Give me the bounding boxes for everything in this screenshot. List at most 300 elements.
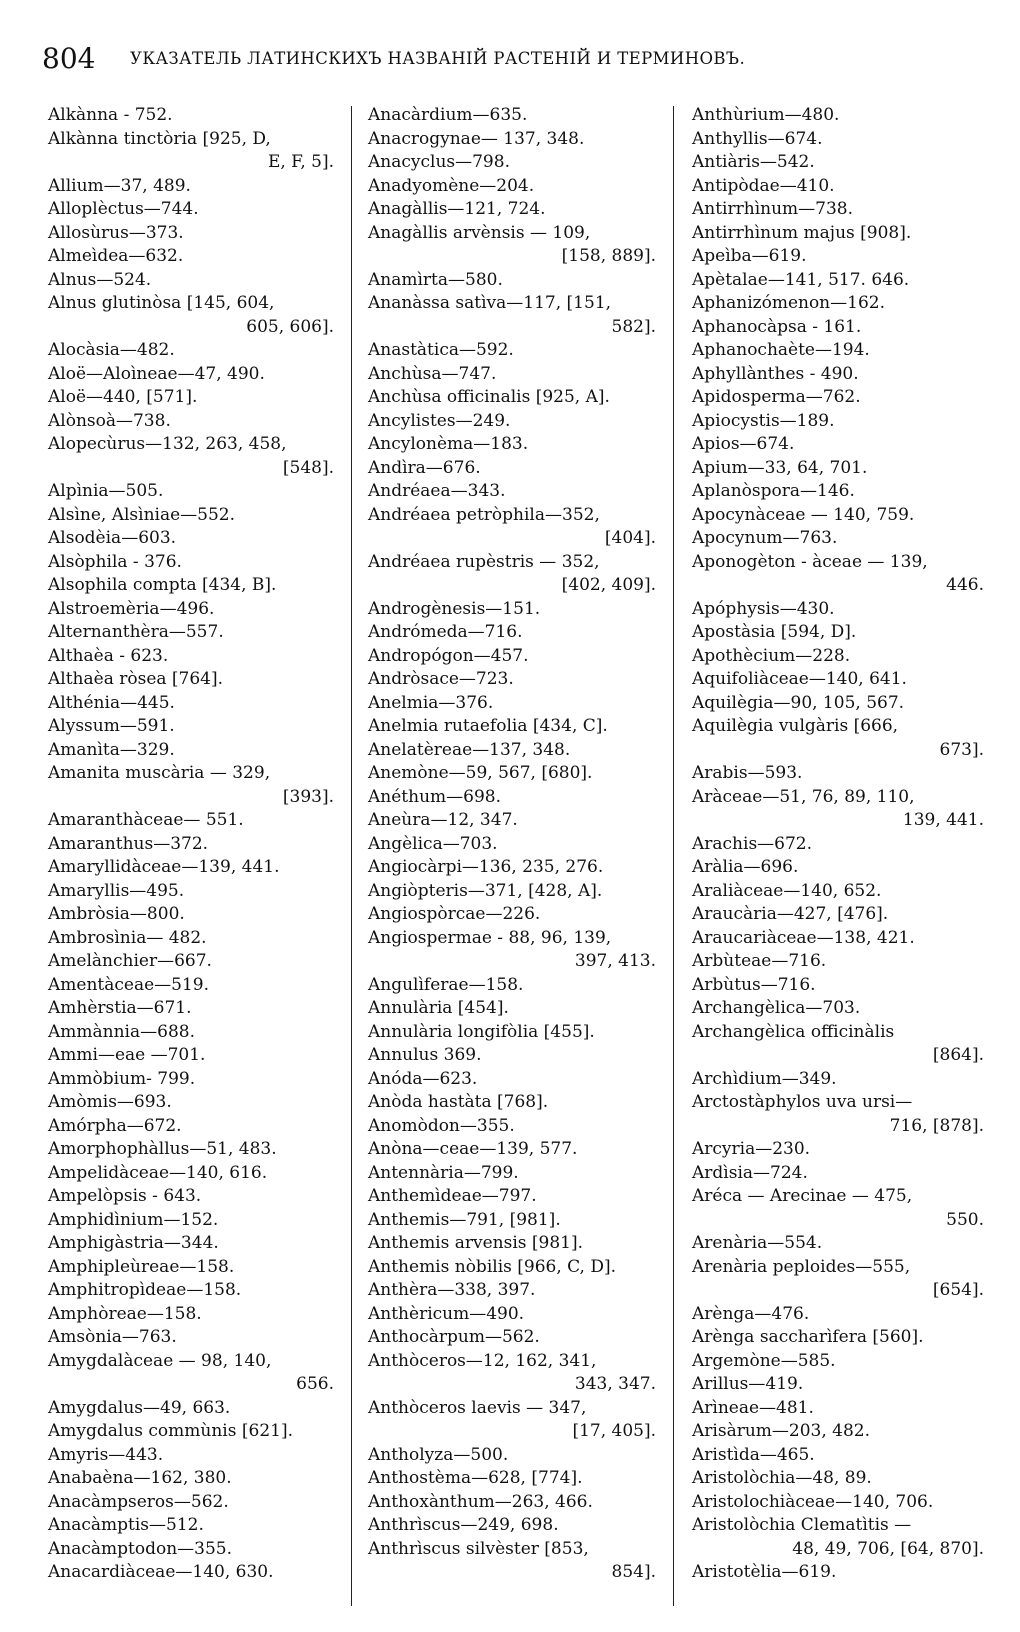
index-entry-text: Amórpha—672. <box>48 1115 182 1136</box>
index-entry <box>48 222 334 246</box>
index-entry <box>368 1397 656 1444</box>
index-entry <box>368 762 656 786</box>
index-entry <box>48 621 334 645</box>
index-entry <box>368 128 656 152</box>
index-entry-text: Amsònia—763. <box>48 1327 177 1347</box>
index-entry-text: Alkànna - 752. <box>48 105 173 125</box>
index-entry-text: Anéthum—698. <box>368 786 501 807</box>
index-entry <box>48 997 334 1021</box>
index-entry-text: Anabaèna—162, 380. <box>48 1468 232 1488</box>
index-entry <box>692 645 984 669</box>
index-entry <box>692 1561 984 1585</box>
index-entry-text: Angiospermae - 88, 96, 139, <box>368 927 612 948</box>
index-entry <box>48 715 334 739</box>
index-entry <box>692 621 984 645</box>
index-entry <box>692 1444 984 1468</box>
index-entry <box>692 198 984 222</box>
index-entry-text: Anthemìdeae—797. <box>368 1186 537 1206</box>
index-entry-text: Anthemis—791, [981]. <box>368 1209 561 1230</box>
index-entry-text: Alsophila compta [434, B]. <box>48 575 277 595</box>
index-entry <box>692 950 984 974</box>
index-entry-text: Aquilègia—90, 105, 567. <box>692 692 905 713</box>
index-entry-text: Anamìrta—580. <box>368 269 503 290</box>
index-entry-text: Amorphophàllus—51, 483. <box>48 1139 277 1159</box>
column-divider <box>673 106 674 1606</box>
index-entry <box>48 1561 334 1585</box>
index-entry <box>48 1467 334 1491</box>
index-entry-text: Aquilègia vulgàris [666, <box>692 716 899 736</box>
index-entry-continuation: [548]. <box>282 457 334 478</box>
index-entry <box>692 974 984 998</box>
index-entry-text: Amhèrstia—671. <box>48 998 192 1018</box>
index-entry <box>692 692 984 716</box>
index-entry <box>692 1138 984 1162</box>
index-entry-continuation: E, F, 5]. <box>267 152 334 172</box>
index-entry <box>368 363 656 387</box>
index-entry-text: Amaryllidàceae—139, 441. <box>48 857 280 877</box>
index-entry-text: Anacàmptis—512. <box>48 1515 204 1535</box>
index-entry <box>48 1538 334 1562</box>
index-entry <box>368 1115 656 1139</box>
index-entry <box>692 1185 984 1232</box>
index-entry-text: Archìdium—349. <box>692 1068 837 1089</box>
index-entry-text: Amaranthàceae— 551. <box>48 810 244 830</box>
index-column-1 <box>48 104 334 1614</box>
index-entry-text: Arillus—419. <box>692 1374 804 1394</box>
index-entry-continuation: [17, 405]. <box>572 1421 656 1441</box>
index-entry <box>368 1091 656 1115</box>
index-entry-text: Ammànnia—688. <box>48 1021 195 1042</box>
index-entry <box>368 974 656 998</box>
page-number: 804 <box>42 42 96 75</box>
index-entry-text: Araucària—427, [476]. <box>692 904 889 924</box>
index-entry-text: Anelmia rutaefolia [434, C]. <box>368 716 608 736</box>
index-entry-text: Arcyria—230. <box>692 1139 811 1159</box>
index-entry <box>48 1420 334 1444</box>
index-entry-text: Ampelidàceae—140, 616. <box>48 1162 268 1183</box>
index-entry-text: Anomòdon—355. <box>368 1115 515 1136</box>
index-entry-continuation: 673]. <box>939 739 984 760</box>
index-entry-text: Alpìnia—505. <box>48 481 164 501</box>
index-entry-text: Apios—674. <box>692 434 795 454</box>
index-entry <box>692 1420 984 1444</box>
index-entry-text: Anthèra—338, 397. <box>368 1280 536 1300</box>
index-entry <box>692 504 984 528</box>
index-entry-text: Angiocàrpi—136, 235, 276. <box>368 857 604 877</box>
index-entry <box>48 551 334 575</box>
index-entry-text: Arènga—476. <box>692 1303 810 1324</box>
index-entry-text: Amentàceae—519. <box>48 974 210 995</box>
index-entry-text: Aràlia—696. <box>692 857 799 877</box>
index-entry <box>48 1162 334 1186</box>
index-entry-continuation: 656. <box>296 1374 334 1394</box>
index-entry <box>368 1538 656 1585</box>
index-entry <box>692 363 984 387</box>
index-entry-text: Althaèa ròsea [764]. <box>48 669 224 689</box>
index-entry <box>692 1514 984 1561</box>
running-title: УКАЗАТЕЛЬ ЛАТИНСКИХЪ НАЗВАНІЙ РАСТЕНІЙ И ТЕРМИНОВЪ. <box>130 49 746 68</box>
index-entry-text: Aphanocàpsa - 161. <box>692 316 862 337</box>
index-entry-text: Aristìda—465. <box>692 1444 815 1465</box>
index-entry <box>368 198 656 222</box>
index-entry <box>692 1350 984 1374</box>
index-entry <box>48 1115 334 1139</box>
index-entry <box>368 1185 656 1209</box>
index-entry-text: Anemòne—59, 567, [680]. <box>368 763 593 783</box>
index-entry <box>48 410 334 434</box>
index-entry <box>368 856 656 880</box>
index-entry-continuation: 582]. <box>611 316 656 337</box>
index-entry <box>692 1021 984 1068</box>
index-entry-text: Apidosperma—762. <box>692 387 861 407</box>
index-entry <box>692 527 984 551</box>
index-entry <box>692 1091 984 1138</box>
index-entry-text: Anagàllis arvènsis — 109, <box>368 222 591 243</box>
index-entry <box>48 692 334 716</box>
index-entry <box>692 856 984 880</box>
index-entry <box>368 809 656 833</box>
index-entry-text: Anthrìscus silvèster [853, <box>368 1538 589 1559</box>
index-entry <box>368 903 656 927</box>
index-entry-continuation: [864]. <box>932 1045 984 1065</box>
index-entry-text: Antirrhìnum—738. <box>692 199 854 219</box>
index-entry-continuation: 716, [878]. <box>889 1115 984 1136</box>
index-entry <box>368 1303 656 1327</box>
index-entry-text: Anthocàrpum—562. <box>368 1327 540 1347</box>
index-entry-text: Arenària peploides—555, <box>692 1256 911 1277</box>
index-entry-text: Anthòceros laevis — 347, <box>368 1397 587 1418</box>
index-entry <box>692 1397 984 1421</box>
index-entry <box>48 880 334 904</box>
index-entry-text: Aphyllànthes - 490. <box>692 363 859 384</box>
index-entry-text: Aréca — Arecinae — 475, <box>692 1186 913 1206</box>
index-entry <box>48 175 334 199</box>
index-entry-text: Antholyza—500. <box>368 1444 509 1465</box>
index-entry-text: Andréaea—343. <box>368 481 506 501</box>
index-entry-text: Aristolòchia—48, 89. <box>692 1468 872 1488</box>
index-entry <box>692 1491 984 1515</box>
index-entry <box>48 574 334 598</box>
index-entry <box>48 598 334 622</box>
index-entry-text: Ananàssa satìva—117, [151, <box>368 293 612 313</box>
index-entry <box>48 903 334 927</box>
index-entry <box>692 386 984 410</box>
index-entry-text: Alyssum—591. <box>48 716 175 736</box>
index-entry <box>692 598 984 622</box>
index-entry <box>48 433 334 480</box>
index-entry-text: Arenària—554. <box>692 1233 823 1253</box>
index-entry-text: Angiòpteris—371, [428, A]. <box>368 880 603 901</box>
index-entry <box>692 151 984 175</box>
index-entry <box>692 880 984 904</box>
index-entry <box>368 551 656 598</box>
index-entry <box>48 1068 334 1092</box>
index-entry <box>368 1068 656 1092</box>
index-entry <box>368 997 656 1021</box>
index-entry-text: Apètalae—141, 517. 646. <box>692 269 910 290</box>
index-entry <box>48 104 334 128</box>
index-entry <box>368 1044 656 1068</box>
index-entry-text: Aplanòspora—146. <box>692 481 855 501</box>
index-entry <box>368 1021 656 1045</box>
index-entry-text: Ambrosìnia— 482. <box>48 927 207 948</box>
index-entry <box>48 739 334 763</box>
index-entry <box>48 1185 334 1209</box>
index-entry <box>692 715 984 762</box>
index-entry <box>368 175 656 199</box>
index-entry <box>48 1021 334 1045</box>
index-entry <box>368 621 656 645</box>
index-entry-text: Alstroemèria—496. <box>48 598 215 619</box>
index-entry <box>48 950 334 974</box>
index-entry-text: Archangèlica officinàlis <box>692 1021 895 1042</box>
index-entry <box>368 1279 656 1303</box>
index-entry <box>692 222 984 246</box>
index-entry <box>692 551 984 598</box>
index-entry <box>368 1444 656 1468</box>
index-entry <box>48 292 334 339</box>
index-entry <box>368 786 656 810</box>
index-entry-text: Aristolochiàceae—140, 706. <box>692 1491 934 1512</box>
index-entry-text: Alsodèia—603. <box>48 528 177 548</box>
index-entry-continuation: [402, 409]. <box>561 575 656 595</box>
index-entry <box>48 128 334 175</box>
index-entry-text: Andropógon—457. <box>368 645 529 666</box>
index-entry-text: Andrómeda—716. <box>368 622 523 642</box>
index-entry-text: Andìra—676. <box>368 457 481 478</box>
index-entry-text: Ambròsia—800. <box>48 904 185 924</box>
index-entry <box>368 668 656 692</box>
index-entry <box>48 1256 334 1280</box>
index-entry-text: Apóphysis—430. <box>692 598 835 619</box>
index-entry-text: Anthùrium—480. <box>692 105 840 125</box>
index-entry-continuation: 139, 441. <box>902 810 984 830</box>
index-entry <box>368 1491 656 1515</box>
index-entry-text: Anelatèreae—137, 348. <box>368 739 571 760</box>
index-entry <box>692 175 984 199</box>
index-entry-text: Arbùtus—716. <box>692 974 816 995</box>
index-entry-text: Alsòphila - 376. <box>48 551 182 572</box>
index-entry <box>692 1303 984 1327</box>
index-entry-text: Alloplèctus—744. <box>48 199 199 219</box>
index-entry-text: Anacàmpseros—562. <box>48 1491 229 1512</box>
index-entry <box>368 692 656 716</box>
index-entry-continuation: 446. <box>946 575 984 595</box>
index-entry <box>48 1444 334 1468</box>
page-header <box>42 34 982 84</box>
index-entry-text: Amyris—443. <box>48 1444 164 1465</box>
index-entry-text: Anacrogynae— 137, 348. <box>368 128 585 149</box>
index-entry-text: Anchùsa officinalis [925, A]. <box>368 387 610 407</box>
index-entry <box>692 786 984 833</box>
index-entry-text: Anastàtica—592. <box>368 340 514 360</box>
index-entry <box>368 151 656 175</box>
index-entry-continuation: 854]. <box>611 1562 656 1582</box>
column-divider <box>351 106 352 1606</box>
index-entry <box>692 433 984 457</box>
index-entry <box>368 104 656 128</box>
index-entry <box>692 997 984 1021</box>
index-entry <box>692 833 984 857</box>
index-entry-continuation: 343, 347. <box>574 1374 656 1394</box>
index-entry-text: Antirrhìnum majus [908]. <box>692 222 912 243</box>
index-entry-text: Aphanizómenon—162. <box>692 293 885 313</box>
index-entry <box>48 1350 334 1397</box>
index-entry-text: Aristotèlia—619. <box>692 1562 837 1582</box>
index-entry-text: Araliàceae—140, 652. <box>692 880 882 901</box>
index-entry-text: Ancylonèma—183. <box>368 434 529 454</box>
index-entry <box>368 880 656 904</box>
index-entry-text: Amygdalàceae — 98, 140, <box>48 1350 272 1371</box>
index-entry <box>48 269 334 293</box>
index-entry-text: Allium—37, 489. <box>48 175 191 196</box>
index-entry <box>368 1162 656 1186</box>
index-entry-text: Anthyllis—674. <box>692 128 823 149</box>
index-entry <box>48 1279 334 1303</box>
index-entry-text: Angèlica—703. <box>368 833 498 854</box>
index-entry-text: Anóda—623. <box>368 1068 478 1089</box>
index-entry-text: Arisàrum—203, 482. <box>692 1421 871 1441</box>
index-entry <box>368 386 656 410</box>
index-entry-text: Amygdalus commùnis [621]. <box>48 1421 293 1441</box>
index-entry <box>368 1467 656 1491</box>
index-entry <box>692 104 984 128</box>
index-entry <box>368 1326 656 1350</box>
index-entry-text: Apiocystis—189. <box>692 410 835 431</box>
index-entry <box>368 433 656 457</box>
index-entry <box>48 1138 334 1162</box>
index-entry <box>368 1138 656 1162</box>
index-entry-text: Amphitropìdeae—158. <box>48 1280 242 1300</box>
index-entry <box>48 974 334 998</box>
index-entry <box>368 1209 656 1233</box>
index-entry-text: Amphòreae—158. <box>48 1303 202 1324</box>
index-entry-text: Andréaea rupèstris — 352, <box>368 551 600 572</box>
index-entry-text: Amphidìnium—152. <box>48 1209 219 1230</box>
index-entry-text: Argemòne—585. <box>692 1350 836 1371</box>
index-entry-text: Anthemis nòbilis [966, C, D]. <box>368 1256 617 1277</box>
index-entry-text: Androgènesis—151. <box>368 598 541 619</box>
index-entry-text: Anadyomène—204. <box>368 175 535 196</box>
index-entry-text: Antennària—799. <box>368 1162 519 1183</box>
index-entry-continuation: [654]. <box>932 1280 984 1300</box>
index-entry-text: Anacàmptodon—355. <box>48 1538 233 1559</box>
index-entry-text: Amelànchier—667. <box>48 951 212 971</box>
index-entry-continuation: 48, 49, 706, [64, 870]. <box>792 1538 984 1559</box>
index-entry-text: Anchùsa—747. <box>368 363 497 384</box>
index-entry <box>692 339 984 363</box>
index-entry-text: Anthoxànthum—263, 466. <box>368 1491 593 1512</box>
index-entry-text: Almeìdea—632. <box>48 246 184 266</box>
index-entry <box>368 598 656 622</box>
index-entry-text: Althénia—445. <box>48 692 175 713</box>
index-entry-text: Aneùra—12, 347. <box>368 810 518 830</box>
index-entry-text: Arachis—672. <box>692 833 813 854</box>
index-entry-text: Annulària longifòlia [455]. <box>368 1021 595 1042</box>
index-entry-text: Amphipleùreae—158. <box>48 1256 235 1277</box>
index-entry <box>692 480 984 504</box>
index-entry-text: Annulària [454]. <box>368 998 509 1018</box>
index-entry-text: Andréaea petròphila—352, <box>368 504 600 525</box>
index-entry-text: Anacardiàceae—140, 630. <box>48 1562 274 1582</box>
index-entry-text: Apothècium—228. <box>692 645 851 666</box>
index-column-2 <box>368 104 656 1614</box>
index-entry <box>368 927 656 974</box>
index-entry <box>692 668 984 692</box>
index-entry <box>368 715 656 739</box>
index-entry-text: Alkànna tinctòria [925, D, <box>48 128 271 149</box>
index-entry-text: Apocynàceae — 140, 759. <box>692 504 915 525</box>
index-entry <box>692 1467 984 1491</box>
index-entry <box>692 128 984 152</box>
index-entry <box>692 903 984 927</box>
index-entry-text: Alònsoà—738. <box>48 410 171 431</box>
index-entry <box>368 739 656 763</box>
index-entry <box>692 1162 984 1186</box>
index-entry <box>692 457 984 481</box>
index-entry <box>48 504 334 528</box>
index-entry-text: Anthemis arvensis [981]. <box>368 1233 584 1253</box>
index-entry <box>48 1397 334 1421</box>
index-entry-text: Anòda hastàta [768]. <box>368 1092 549 1112</box>
index-entry <box>48 339 334 363</box>
index-entry <box>48 1514 334 1538</box>
index-entry <box>368 457 656 481</box>
index-entry-text: Annulus 369. <box>368 1045 482 1065</box>
index-entry <box>368 504 656 551</box>
index-entry-text: Anthèricum—490. <box>368 1303 525 1324</box>
index-entry-continuation: 397, 413. <box>574 951 656 971</box>
index-entry <box>48 527 334 551</box>
index-entry-text: Amaryllis—495. <box>48 880 185 901</box>
index-entry-text: Arctostàphylos uva ursi— <box>692 1092 913 1112</box>
index-entry-text: Amòmis—693. <box>48 1092 172 1112</box>
index-entry-text: Arìneae—481. <box>692 1397 814 1418</box>
index-entry-text: Ammòbium- 799. <box>48 1068 196 1089</box>
index-entry <box>48 1326 334 1350</box>
index-entry-continuation: [393]. <box>282 786 334 807</box>
index-entry-text: Anelmia—376. <box>368 692 494 713</box>
index-entry <box>48 833 334 857</box>
index-entry-continuation: [158, 889]. <box>561 246 656 266</box>
index-entry-text: Ancylistes—249. <box>368 410 511 431</box>
index-entry-text: Aloë—440, [571]. <box>48 387 198 407</box>
index-entry-text: Amaranthus—372. <box>48 833 209 854</box>
index-entry-text: Anòna—ceae—139, 577. <box>368 1139 578 1159</box>
index-entry-text: Alocàsia—482. <box>48 340 175 360</box>
index-entry-text: Ampelòpsis - 643. <box>48 1186 202 1206</box>
index-entry-text: Ardìsia—724. <box>692 1162 808 1183</box>
index-entry-text: Araucariàceae—138, 421. <box>692 927 915 948</box>
index-entry-text: Anthostèma—628, [774]. <box>368 1468 583 1488</box>
index-entry <box>48 245 334 269</box>
index-entry <box>48 1232 334 1256</box>
index-entry <box>368 269 656 293</box>
index-entry-text: Alternanthèra—557. <box>48 622 224 642</box>
index-entry-text: Aristolòchia Clematìtis — <box>692 1515 912 1535</box>
index-entry-text: Alnus glutinòsa [145, 604, <box>48 293 275 313</box>
index-entry-text: Aràceae—51, 76, 89, 110, <box>692 786 915 807</box>
index-entry <box>48 480 334 504</box>
index-entry-text: Amanìta—329. <box>48 739 175 760</box>
index-entry-text: Anthòceros—12, 162, 341, <box>368 1350 597 1371</box>
index-entry-continuation: [404]. <box>604 528 656 548</box>
index-entry-text: Archangèlica—703. <box>692 998 861 1018</box>
index-entry-text: Alopecùrus—132, 263, 458, <box>48 434 287 454</box>
index-entry <box>48 927 334 951</box>
index-entry <box>692 1326 984 1350</box>
index-entry-text: Anagàllis—121, 724. <box>368 199 546 219</box>
